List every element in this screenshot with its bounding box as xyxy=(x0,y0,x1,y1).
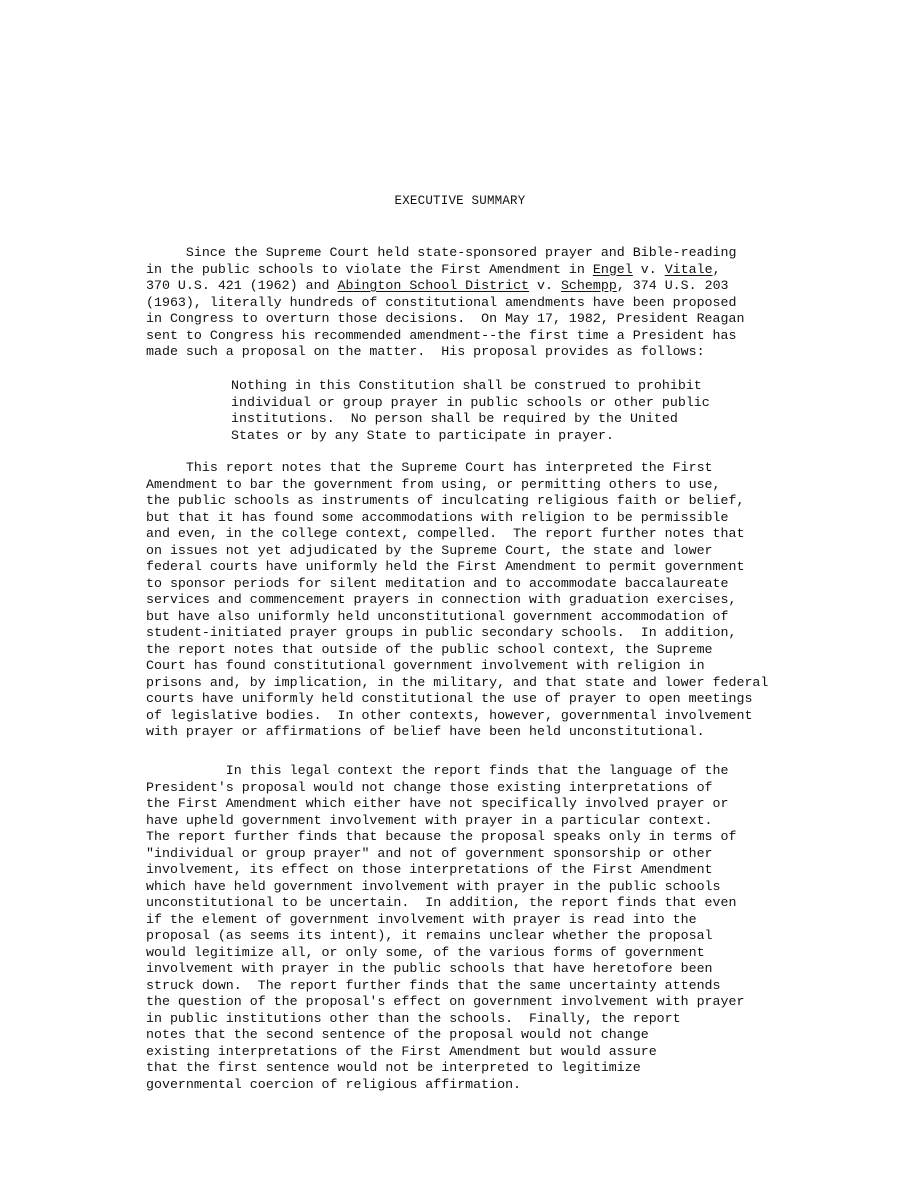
text-line: In this legal context the report finds that the language of the xyxy=(146,763,729,778)
text-line: would legitimize all, or only some, of the various forms of government xyxy=(146,944,705,960)
text-line: prisons and, by implication, in the military, and that state and lower federal xyxy=(146,674,769,690)
text-line: courts have uniformly held constitutional the use of prayer to open meetings xyxy=(146,691,753,706)
text-line: in public institutions other than the schools. Finally, the report xyxy=(146,1010,681,1026)
text-fragment: , 374 U.S. 203 xyxy=(616,278,729,293)
text-fragment: , xyxy=(712,261,721,277)
page-title: EXECUTIVE SUMMARY xyxy=(394,194,526,208)
text-line: unconstitutional to be uncertain. In addition, the report finds that even xyxy=(146,895,737,910)
text-line: existing interpretations of the First Amendment but would assure xyxy=(146,1043,657,1059)
text-line: student-initiated prayer groups in public secondary schools. In addition, xyxy=(146,625,737,640)
text-line: but that it has found some accommodations with religion to be permissible xyxy=(146,509,729,525)
quote-line: Nothing in this Constitution shall be construed to prohibit xyxy=(231,378,702,393)
text-line: This report notes that the Supreme Court has interpreted the First xyxy=(146,460,713,475)
amendment-quote xyxy=(231,378,710,444)
text-line: President's proposal would not change those existing interpretations of xyxy=(146,779,713,795)
text-line: (1963), literally hundreds of constitutional amendments have been proposed xyxy=(146,294,737,310)
text-line: of legislative bodies. In other contexts, however, governmental involvement xyxy=(146,707,753,723)
text-line: in Congress to overturn those decisions. On May 17, 1982, President Reagan xyxy=(146,311,745,326)
text-line: to sponsor periods for silent meditation and to accommodate baccalaureate xyxy=(146,575,729,591)
text-line: but have also uniformly held unconstitutional government accommodation of xyxy=(146,608,729,624)
text-line: that the first sentence would not be interpreted to legitimize xyxy=(146,1060,641,1075)
text-fragment: v. xyxy=(529,278,561,293)
text-line: struck down. The report further finds that the same uncertainty attends xyxy=(146,977,721,993)
case-name-vitale: Vitale xyxy=(664,261,713,277)
quote-line: States or by any State to participate in prayer. xyxy=(231,427,615,443)
text-line: and even, in the college context, compelled. The report further notes that xyxy=(146,526,745,541)
text-line: services and commencement prayers in connection with graduation exercises, xyxy=(146,592,737,607)
text-line: have upheld government involvement with prayer in a particular context. xyxy=(146,812,713,828)
text-line: notes that the second sentence of the proposal would not change xyxy=(146,1027,649,1042)
quote-line: institutions. No person shall be required by the United xyxy=(231,411,678,426)
case-name-schempp: Schempp xyxy=(560,278,617,293)
case-name-engel: Engel xyxy=(592,261,633,277)
report-notes-paragraph xyxy=(146,460,768,741)
text-line: The report further finds that because the proposal speaks only in terms of xyxy=(146,829,737,844)
text-line: the report notes that outside of the public school context, the Supreme xyxy=(146,641,713,657)
quote-line: individual or group prayer in public schools or other public xyxy=(231,394,710,410)
case-name-abington: Abington School District xyxy=(337,278,530,293)
text-line: if the element of government involvement with prayer is read into the xyxy=(146,911,697,927)
text-line: on issues not yet adjudicated by the Supreme Court, the state and lower xyxy=(146,542,713,558)
report-findings-paragraph xyxy=(146,763,744,1093)
text-line: federal courts have uniformly held the First Amendment to permit government xyxy=(146,559,745,574)
text-line: 370 U.S. 421 (1962) and xyxy=(146,278,338,293)
text-line: the question of the proposal's effect on government involvement with prayer xyxy=(146,994,745,1009)
intro-paragraph xyxy=(146,245,744,361)
text-line: Court has found constitutional government involvement with religion in xyxy=(146,658,705,673)
text-line: sent to Congress his recommended amendment--the first time a President has xyxy=(146,327,737,343)
text-line: in the public schools to violate the First Amendment in xyxy=(146,261,593,277)
text-line: with prayer or affirmations of belief have been held unconstitutional. xyxy=(146,724,705,739)
text-line: Amendment to bar the government from using, or permitting others to use, xyxy=(146,476,721,492)
text-line: "individual or group prayer" and not of government sponsorship or other xyxy=(146,845,713,861)
text-line: the First Amendment which either have not specifically involved prayer or xyxy=(146,796,729,811)
text-line: involvement with prayer in the public schools that have heretofore been xyxy=(146,961,713,976)
text-line: Since the Supreme Court held state-sponsored prayer and Bible-reading xyxy=(146,245,737,260)
text-line: involvement, its effect on those interpretations of the First Amendment xyxy=(146,862,713,877)
text-line: made such a proposal on the matter. His proposal provides as follows: xyxy=(146,344,705,359)
text-line: the public schools as instruments of inculcating religious faith or belief, xyxy=(146,493,745,508)
text-line: which have held government involvement with prayer in the public schools xyxy=(146,878,721,894)
text-line: governmental coercion of religious affirmation. xyxy=(146,1076,522,1092)
text-line: proposal (as seems its intent), it remains unclear whether the proposal xyxy=(146,928,713,943)
text-fragment: v. xyxy=(632,261,665,277)
